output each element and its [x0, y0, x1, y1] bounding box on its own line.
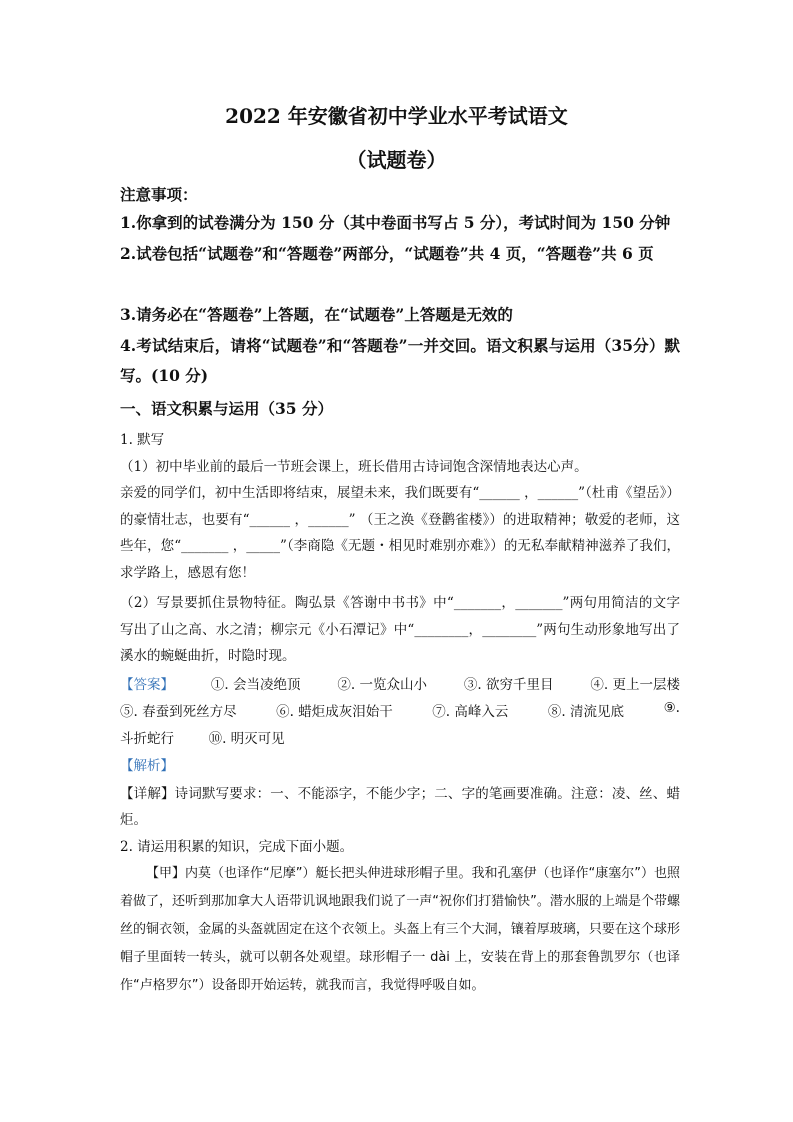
answer-item: 斗折蛇行: [120, 731, 174, 747]
answer-item: ⑩. 明灭可见: [208, 731, 285, 747]
answer-row-3: [120, 727, 285, 747]
question-1-part1-text: 亲爱的同学们，初中生活即将结束，展望未来，我们既要有“______ ，______”（杜甫《望岳》）的豪情壮志，也要有“______ ，______” （王之涣《登鹳雀楼》）的进取精神；敬爱的老师，这些年，您“_______ ，_____”（李商隐《无题・相见时难别亦难》）的无私奉献精神滋养了我们，求学路上，感恩有您！: [120, 485, 680, 581]
question-1-part2-text: （2）写景要抓住景物特征。陶弘景《答谢中书书》中“_______，_______”两句用简洁的文字写出了山之高、水之清；柳宗元《小石潭记》中“________，________”两句生动形象地写出了溪水的蜿蜒曲折，时隐时现。: [120, 595, 680, 664]
answer-item: ①. 会当凌绝顶: [210, 677, 301, 693]
answer-item: ⑤. 春蚕到死丝方尽: [120, 704, 237, 720]
answer-item: ⑧. 清流见底: [547, 704, 625, 720]
answer-item: ⑥. 蜡炬成灰泪始干: [276, 704, 393, 720]
answer-item: ②. 一览众山小: [337, 677, 427, 693]
notice-item-3: 3.请务必在“答题卷”上答题，在“试题卷”上答题是无效的: [120, 305, 513, 324]
answer-item: ④. 更上一层楼: [590, 677, 680, 693]
document-subtitle: （试题卷）: [346, 148, 447, 172]
answer-tag: 【答案】: [120, 677, 174, 693]
notice-item-2: 2.试卷包括“试题卷”和“答题卷”两部分，“试题卷”共 4 页，“答题卷”共 6 页: [120, 244, 654, 263]
notice-heading: 注意事项：: [120, 185, 198, 204]
question-1-part1-intro: （1）初中毕业前的最后一节班会课上，班长借用古诗词饱含深情地表达心声。: [120, 459, 588, 475]
question-2-label: 2. 请运用积累的知识，完成下面小题。: [120, 839, 354, 855]
question-2-passage: 【甲】内莫（也译作“尼摩”）艇长把头伸进球形帽子里。我和孔塞伊（也译作“康塞尔”）也照着做了，还听到那加拿大人语带讥讽地跟我们说了一声“祝你们打猎愉快”。潜水服的上端是个带螺丝的铜衣领，金属的头盔就固定在这个衣领上。头盔上有三个大洞，镶着厚玻璃，只要在这个球形帽子里面转一转头，就可以朝各处观望。球形帽子一 dài 上，安装在背上的那套鲁凯罗尔（也译作“卢格罗尔”）设备即开始运转，就我而言，我觉得呼吸自如。: [120, 866, 680, 993]
answer-row-1: [120, 673, 680, 693]
section-heading: 一、语文积累与运用（35 分）: [120, 399, 333, 418]
question-1-label: 1. 默写: [120, 432, 165, 448]
notice-item-1: 1.你拿到的试卷满分为 150 分（其中卷面书写占 5 分），考试时间为 150 分钟: [120, 213, 671, 232]
answer-item: ③. 欲穷千里目: [463, 677, 554, 693]
answer-item: ⑨.: [663, 700, 680, 716]
document-title: 2022 年安徽省初中学业水平考试语文: [225, 104, 568, 128]
detail-text: 诗词默写要求：一、不能添字，不能少字；二、字的笔画要准确。注意：凌、丝、蜡炬。: [120, 786, 681, 828]
notice-item-4: 4.考试结束后，请将“试题卷”和“答题卷”一并交回。语文积累与运用（35分）默写。(10 分): [120, 336, 680, 385]
analysis-tag: 【解析】: [120, 758, 174, 774]
answer-row-2: [120, 700, 680, 720]
answer-item: ⑦. 高峰入云: [432, 704, 509, 720]
detail-paragraph: [120, 781, 680, 833]
detail-tag: 【详解】: [120, 786, 175, 802]
